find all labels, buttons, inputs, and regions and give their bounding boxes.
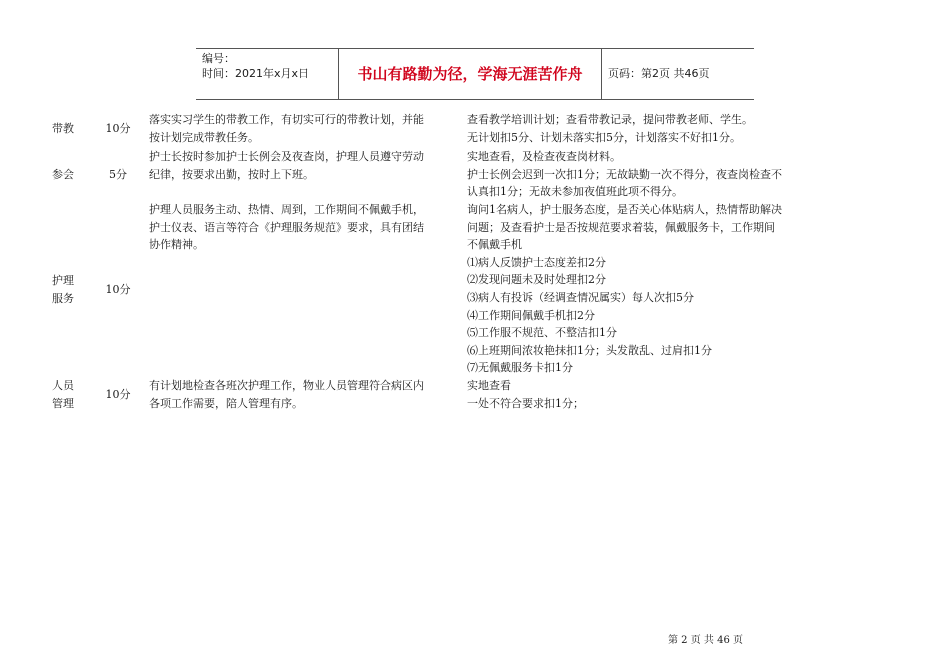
method-line: 实地查看，及检查夜查岗材料。 bbox=[467, 150, 621, 163]
row-category: 参会 bbox=[52, 168, 74, 181]
standard-line: 护理人员服务主动、热情、周到，工作期间不佩戴手机， bbox=[149, 203, 424, 216]
category-line: 服务 bbox=[52, 291, 74, 305]
header-info bbox=[202, 51, 309, 81]
document-number-label: 编号： bbox=[202, 52, 235, 65]
method-line: 护士长例会迟到一次扣1分；无故缺勤一次不得分，夜查岗检查不 bbox=[467, 167, 782, 181]
standard-line: 护士仪表、语言等符合《护理服务规范》要求，具有团结 bbox=[149, 220, 424, 234]
method-line: 问题；及查看护士是否按规范要求着装，佩戴服务卡，工作期间 bbox=[467, 220, 775, 234]
method-line: ⑹上班期间浓妆艳抹扣1分；头发散乱、过肩扣1分 bbox=[467, 343, 712, 357]
page-footer: 第 2 页 共 46 页 bbox=[668, 635, 743, 646]
row-method bbox=[467, 201, 789, 377]
method-line: 无计划扣5分、计划未落实扣5分，计划落实不好扣1分。 bbox=[467, 130, 741, 144]
row-method bbox=[467, 111, 789, 146]
standard-line: 纪律，按要求出勤，按时上下班。 bbox=[149, 167, 314, 181]
row-score: 10分 bbox=[105, 388, 131, 401]
category-line: 人员 bbox=[52, 379, 74, 392]
method-line: 不佩戴手机 bbox=[467, 238, 522, 252]
row-standard bbox=[149, 148, 454, 183]
page-header bbox=[196, 48, 754, 100]
method-line: ⑺无佩戴服务卡扣1分 bbox=[467, 361, 573, 375]
method-line: ⑴病人反馈护士态度差扣2分 bbox=[467, 255, 606, 269]
standard-line: 各项工作需要，陪人管理有序。 bbox=[149, 396, 303, 410]
row-score: 10分 bbox=[105, 122, 131, 135]
row-score: 10分 bbox=[105, 283, 131, 296]
header-divider bbox=[601, 49, 602, 99]
method-line: ⑶病人有投诉（经调查情况属实）每人次扣5分 bbox=[467, 290, 694, 304]
standard-line: 护士长按时参加护士长例会及夜查岗，护理人员遵守劳动 bbox=[149, 150, 424, 163]
row-standard bbox=[149, 111, 454, 146]
row-standard bbox=[149, 377, 454, 412]
method-line: ⑵发现问题未及时处理扣2分 bbox=[467, 273, 606, 287]
method-line: ⑷工作期间佩戴手机扣2分 bbox=[467, 308, 595, 322]
standard-line: 有计划地检查各班次护理工作，物业人员管理符合病区内 bbox=[149, 379, 424, 392]
standard-line: 落实实习学生的带教工作，有切实可行的带教计划，并能 bbox=[149, 113, 424, 126]
method-line: 实地查看 bbox=[467, 379, 511, 392]
method-line: 查看教学培训计划；查看带教记录，提问带教老师、学生。 bbox=[467, 113, 753, 126]
row-standard bbox=[149, 201, 454, 254]
row-category bbox=[52, 377, 88, 412]
row-method bbox=[467, 148, 789, 201]
category-line: 护理 bbox=[52, 274, 74, 287]
standard-line: 按计划完成带教任务。 bbox=[149, 130, 259, 144]
standard-line: 协作精神。 bbox=[149, 238, 204, 252]
method-line: 询问1名病人，护士服务态度，是否关心体贴病人，热情帮助解决 bbox=[467, 203, 782, 216]
header-motto: 书山有路勤为径，学海无涯苦作舟 bbox=[357, 65, 583, 83]
method-line: 一处不符合要求扣1分； bbox=[467, 396, 584, 410]
document-time-label: 时间：2021年x月x日 bbox=[202, 67, 310, 80]
row-category: 带教 bbox=[52, 122, 74, 135]
method-line: ⑸工作服不规范、不整洁扣1分 bbox=[467, 326, 617, 340]
row-category bbox=[52, 272, 88, 307]
header-page-number: 页码：第2页 共46页 bbox=[608, 67, 710, 80]
method-line: 认真扣1分；无故未参加夜值班此项不得分。 bbox=[467, 185, 683, 199]
row-method bbox=[467, 377, 789, 412]
category-line: 管理 bbox=[52, 396, 74, 410]
row-score: 5分 bbox=[109, 168, 127, 181]
